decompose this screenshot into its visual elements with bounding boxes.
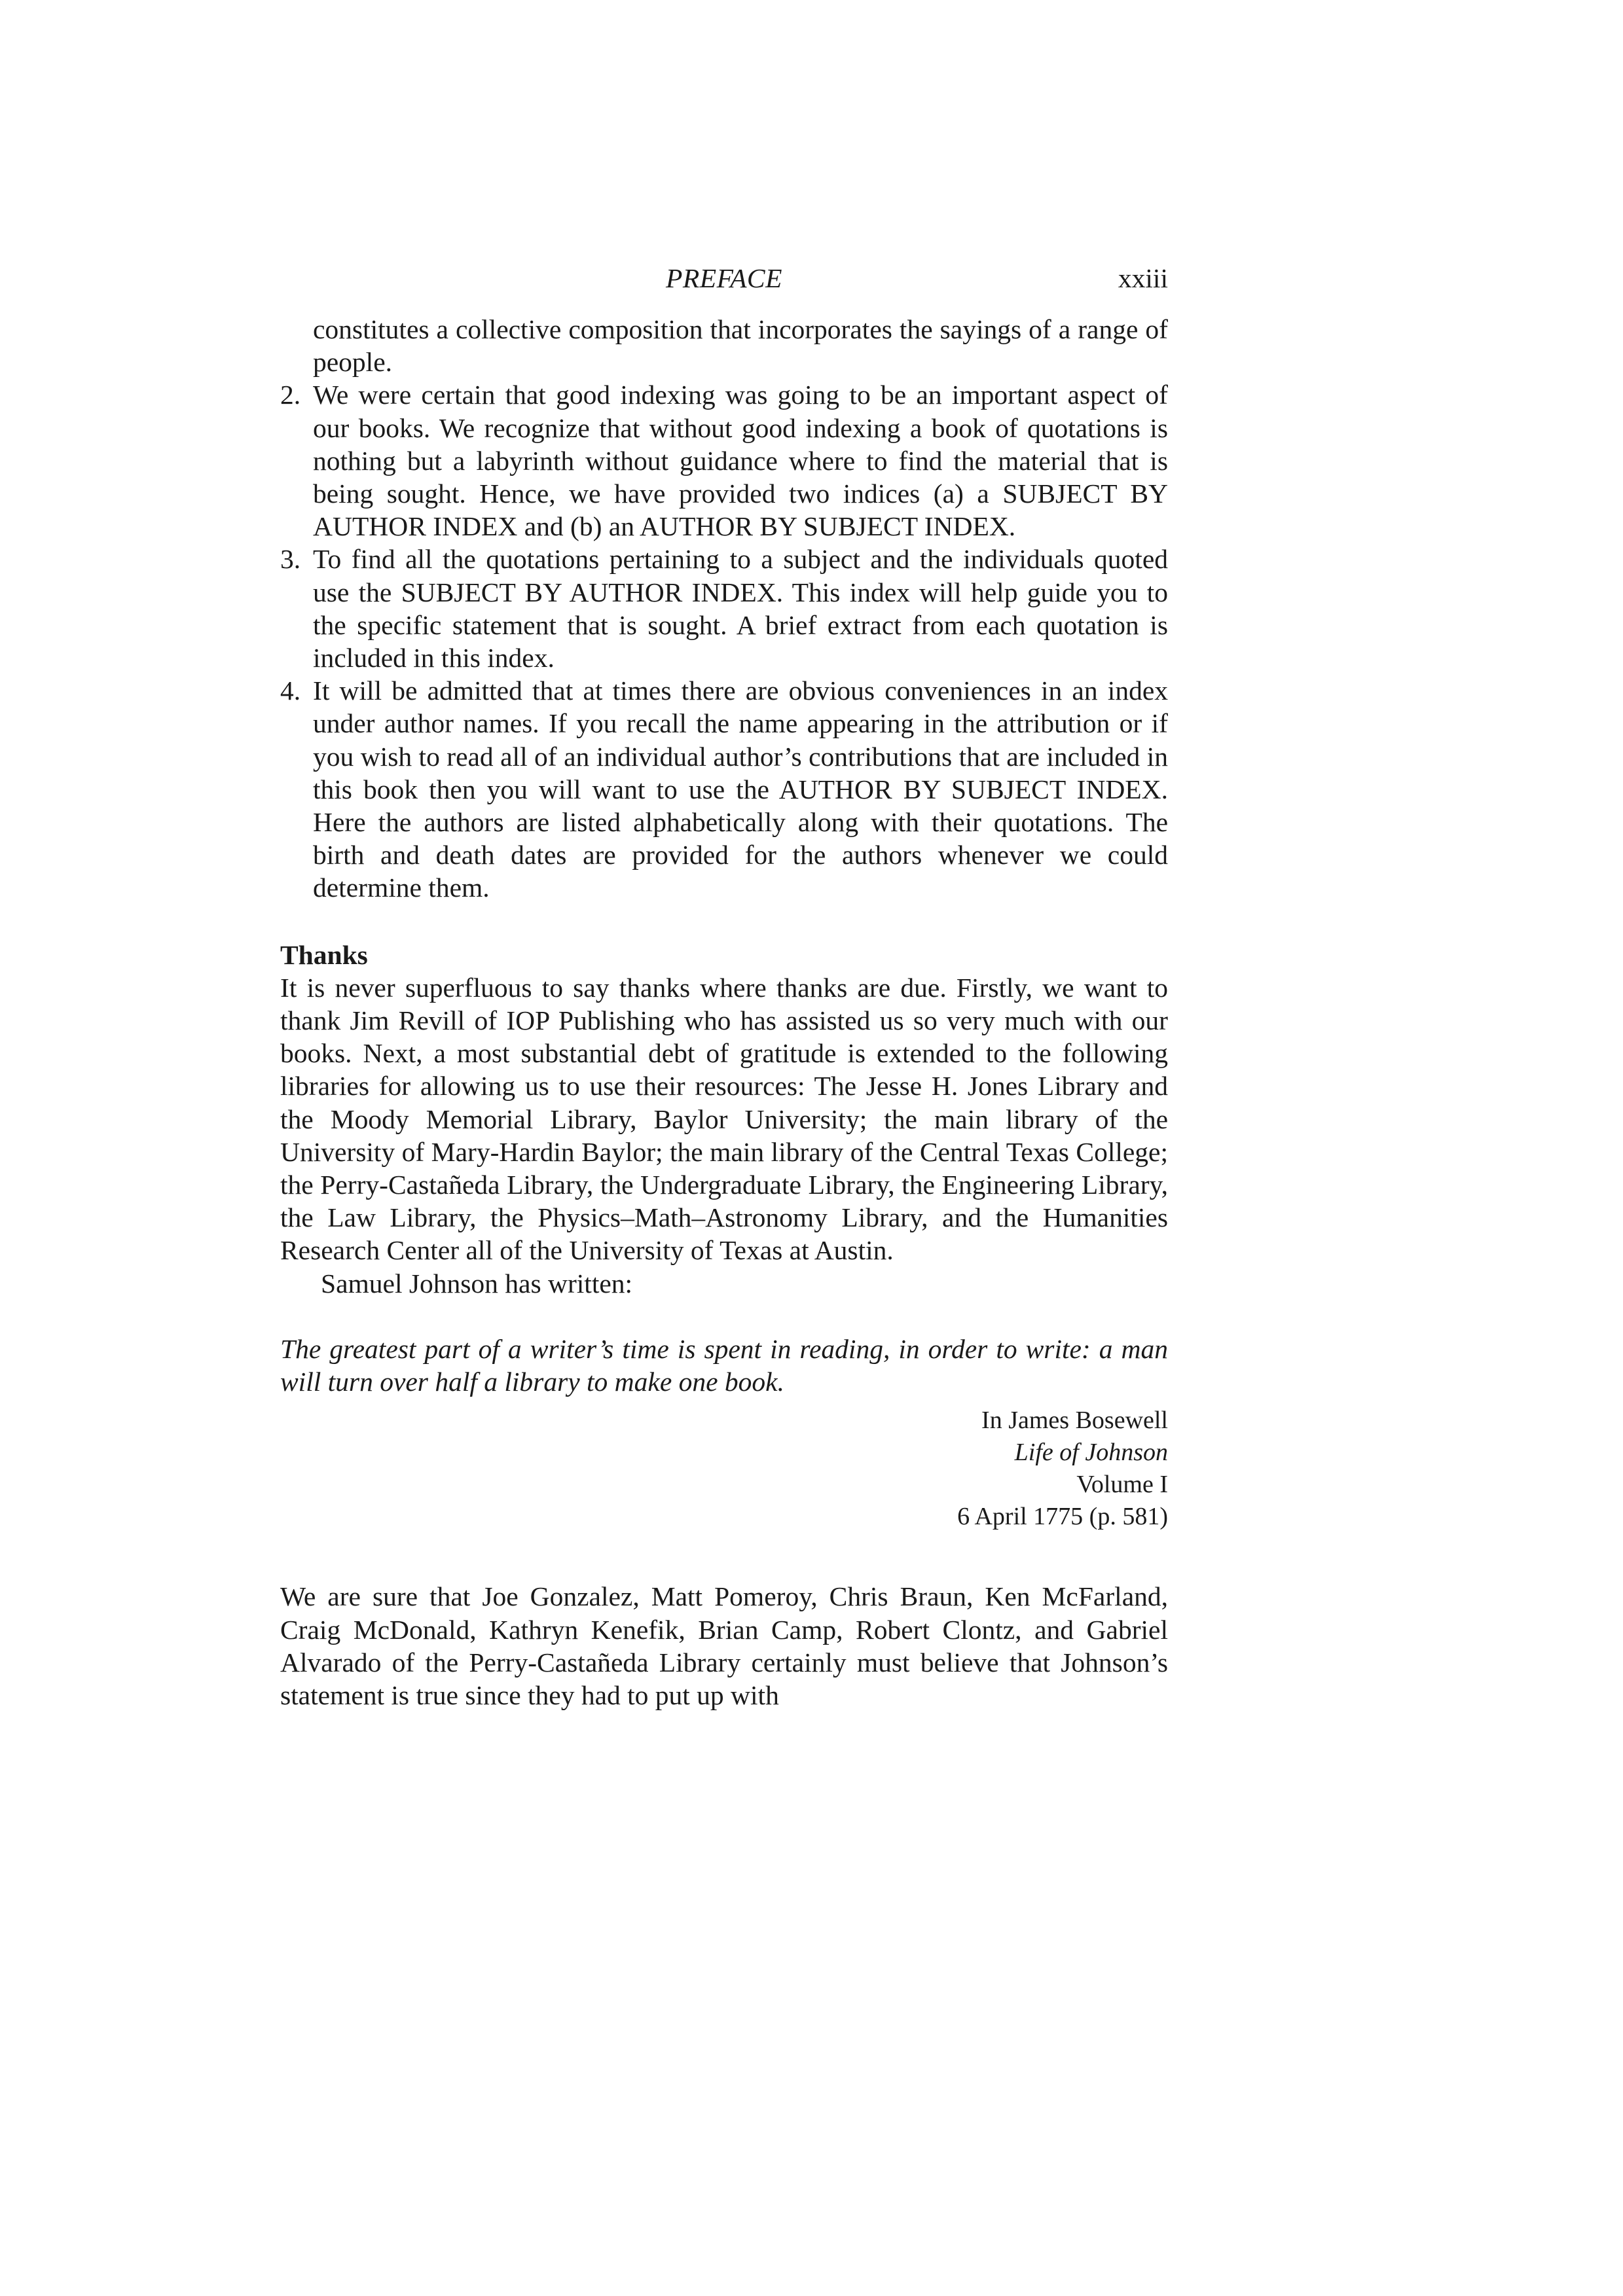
point-text: To find all the quotations pertaining to a subject and the individuals quoted use the SUBJECT BY AUTHOR INDEX. This index will help guide you to the specific statement that is sought. A brief extract from each quotation is included in this index. [313, 544, 1168, 673]
point-number: 2. [280, 380, 301, 410]
attribution-date: 6 April 1775 (p. 581) [957, 1503, 1168, 1531]
attribution-volume: Volume I [1076, 1471, 1168, 1499]
document-page [280, 262, 1168, 1712]
johnson-intro-line: Samuel Johnson has written: [321, 1268, 633, 1299]
point-item [280, 378, 1168, 543]
point-number: 3. [280, 544, 301, 575]
epigraph-quote: The greatest part of a writer’s time is spent in reading, in order to write: a man will turn over half a library to make one book. [280, 1333, 1168, 1397]
thanks-paragraph: It is never superfluous to say thanks where thanks are due. Firstly, we want to thank Jim Revill of IOP Publishing who has assisted us so very much with our books. Next, a most substantial debt of gratitude is extended to the following libraries for allowing us to use their resources: The Jesse H. Jones Library and the Moody Memorial Library, Baylor University; the main library of the University of Mary-Hardin Baylor; the main library of the Central Texas College; the Perry-Castañeda Library, the Undergraduate Library, the Engineering Library, the Law Library, the Physics–Math–Astronomy Library, and the Humanities Research Center all of the University of Texas at Austin. [280, 972, 1168, 1266]
point-text: We were certain that good indexing was going to be an important aspect of our books. We recognize that without good indexing a book of quotations is nothing but a labyrinth without guidance where to find the material that is being sought. Hence, we have provided two indices (a) a SUBJECT BY AUTHOR INDEX and (b) an AUTHOR BY SUBJECT INDEX. [313, 380, 1168, 542]
running-title: PREFACE [666, 263, 782, 293]
closing-paragraph: We are sure that Joe Gonzalez, Matt Pomeroy, Chris Braun, Ken McFarland, Craig McDonald, Kathryn Kenefik, Brian Camp, Robert Clontz, and Gabriel Alvarado of the Perry-Castañeda Library certainly must believe that Johnson’s statement is true since they had to put up with [280, 1581, 1168, 1710]
numbered-points [280, 378, 1168, 904]
attribution-work-title: Life of Johnson [1014, 1439, 1168, 1467]
attribution-source: In James Bosewell [981, 1407, 1168, 1435]
epigraph-attribution [280, 1405, 1168, 1533]
running-head [280, 262, 1168, 301]
point-number: 4. [280, 675, 301, 706]
point-item [280, 543, 1168, 674]
section-heading-thanks: Thanks [280, 939, 368, 970]
opening-continuation: constitutes a collective composition that incorporates the sayings of a range of people. [313, 314, 1168, 378]
page-number: xxiii [1118, 263, 1168, 293]
point-text: It will be admitted that at times there are obvious conveniences in an index under author names. If you recall the name appearing in the attribution or if you wish to read all of an individual author’s contributions that are included in this book then you will want to use the AUTHOR BY SUBJECT INDEX. Here the authors are listed alphabetically along with their quotations. The birth and death dates are provided for the authors whenever we could determine them. [313, 675, 1168, 903]
point-item [280, 674, 1168, 904]
